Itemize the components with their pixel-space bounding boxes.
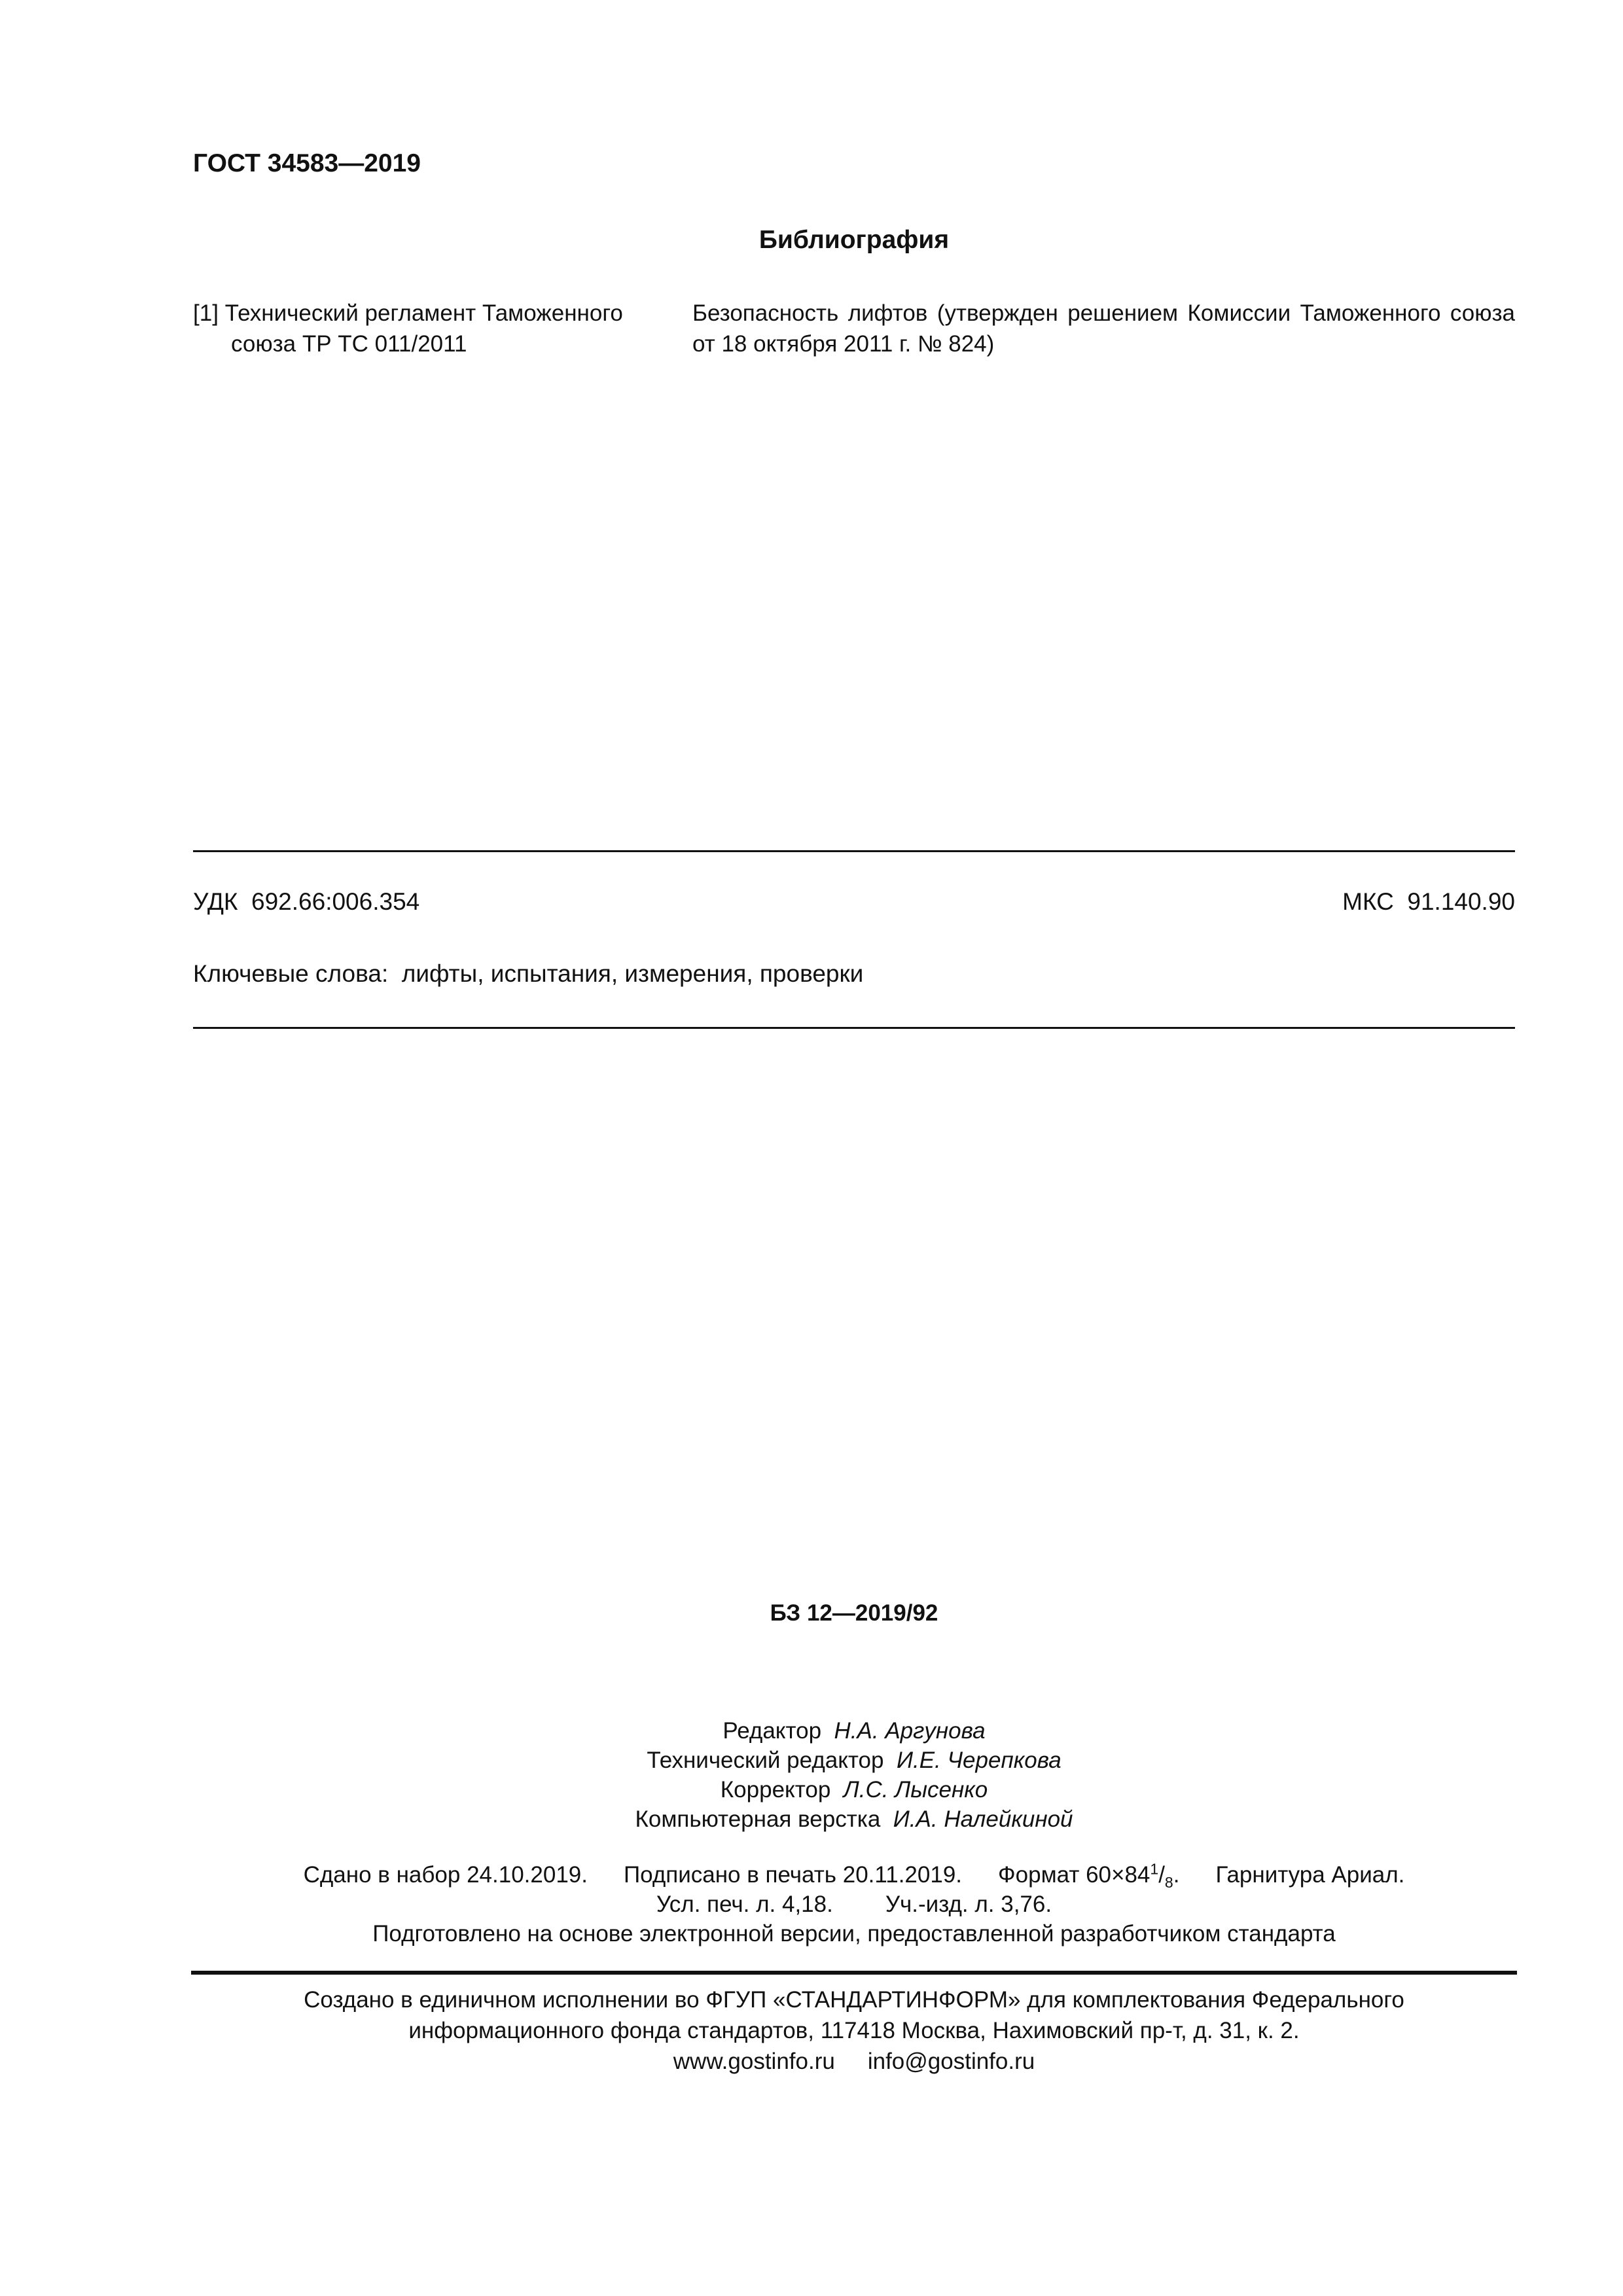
keywords-label: Ключевые слова: xyxy=(193,960,389,987)
credit-role: Корректор xyxy=(720,1777,831,1803)
typeface: Гарнитура Ариал. xyxy=(1215,1862,1405,1888)
udk-label: УДК xyxy=(193,888,238,915)
mks-label: МКС xyxy=(1342,888,1394,915)
credit-name: Л.С. Лысенко xyxy=(843,1777,988,1803)
format-numerator: 1 xyxy=(1150,1860,1159,1878)
pub-sheets: Уч.-изд. л. 3,76. xyxy=(885,1892,1052,1917)
email-link[interactable]: info@gostinfo.ru xyxy=(867,2049,1035,2074)
format-denominator: 8 xyxy=(1164,1874,1173,1891)
credit-line xyxy=(193,1746,1515,1775)
footer-divider xyxy=(191,1971,1517,1975)
submitted-date: Сдано в набор 24.10.2019. xyxy=(303,1862,588,1888)
credit-role: Компьютерная верстка xyxy=(635,1806,881,1832)
credit-name: И.Е. Черепкова xyxy=(896,1748,1061,1773)
footer-line-2: информационного фонда стандартов, 117418 Москва, Нахимовский пр-т, д. 31, к. 2. xyxy=(408,2018,1300,2043)
document-header: ГОСТ 34583—2019 xyxy=(193,149,421,177)
footer xyxy=(193,1984,1515,2077)
mks-value: 91.140.90 xyxy=(1407,888,1515,915)
footer-contacts xyxy=(193,2046,1515,2077)
credit-line xyxy=(193,1775,1515,1804)
paper-format: Формат $60\times 84^1/_8$. xyxy=(998,1860,1180,1891)
format-suffix: . xyxy=(1173,1862,1180,1888)
credit-role: Редактор xyxy=(722,1718,822,1744)
bibliography-title: Библиография xyxy=(758,226,950,254)
mks-code xyxy=(1342,888,1515,916)
imprint-block xyxy=(193,1860,1515,1948)
footer-line-1: Создано в единичном исполнении во ФГУП «СТАНДАРТИНФОРМ» для комплектования Федерального xyxy=(304,1987,1404,2013)
divider-bottom xyxy=(193,1027,1515,1029)
credit-line xyxy=(193,1804,1515,1834)
udk-value: 692.66:006.354 xyxy=(251,888,420,915)
format-prefix: Формат 60×84 xyxy=(998,1862,1150,1888)
credit-name: Н.А. Аргунова xyxy=(834,1718,986,1744)
divider-top xyxy=(193,850,1515,852)
prepared-note: Подготовлено на основе электронной версии, предоставленной разработчиком стандарта xyxy=(372,1921,1336,1946)
credit-role: Технический редактор xyxy=(647,1748,884,1773)
bz-number: БЗ 12—2019/92 xyxy=(770,1600,938,1626)
signed-date: Подписано в печать 20.11.2019. xyxy=(623,1862,963,1888)
imprint-line-2 xyxy=(193,1890,1515,1919)
bibliography-entry-description: Безопасность лифтов (утвержден решением Комиссии Таможенного союза от 18 октября 2011 г. № 824) xyxy=(692,300,1515,357)
keywords-value: лифты, испытания, измерения, проверки xyxy=(401,960,864,987)
website-link[interactable]: www.gostinfo.ru xyxy=(673,2049,835,2074)
udk-code xyxy=(193,888,419,916)
bibliography-entry-number: [1] xyxy=(193,300,219,326)
credit-name: И.А. Налейкиной xyxy=(893,1806,1073,1832)
imprint-line-1 xyxy=(193,1860,1515,1890)
bibliography-entry-document xyxy=(193,298,671,359)
keywords xyxy=(193,960,863,988)
credit-line xyxy=(193,1716,1515,1746)
print-sheets: Усл. печ. л. 4,18. xyxy=(656,1892,833,1917)
credits-block xyxy=(193,1716,1515,1834)
bibliography-entry-document-text: Технический регламент Таможенного союза ТР ТС 011/2011 xyxy=(224,300,623,357)
